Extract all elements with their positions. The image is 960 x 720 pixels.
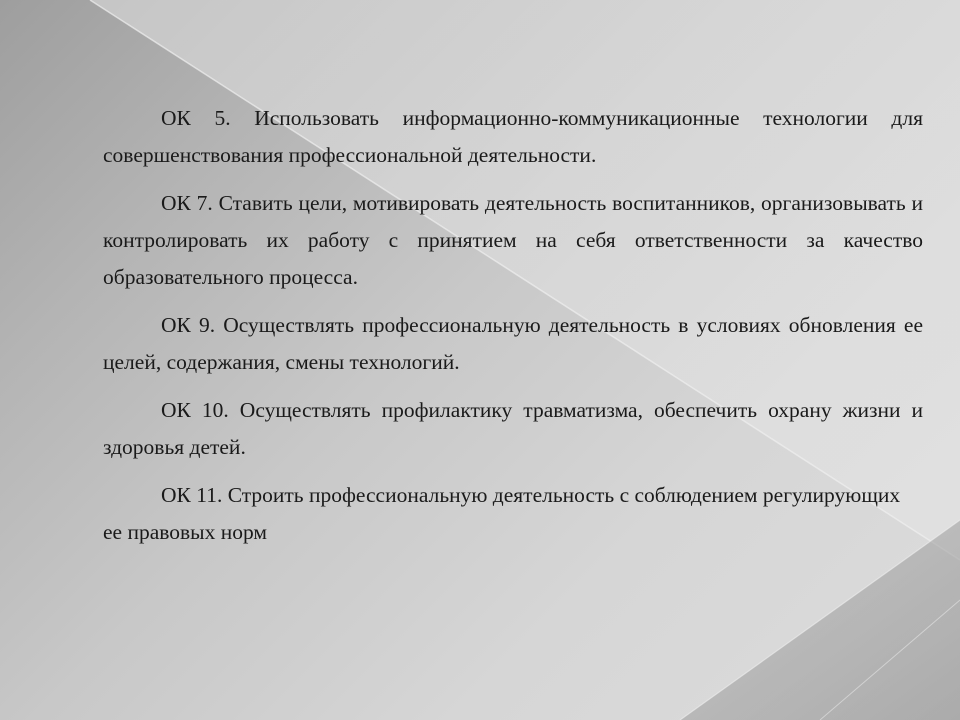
paragraph-ok9: ОК 9. Осуществлять профессиональную деятельность в условиях обновления ее целей, содержания, смены технологий. — [103, 313, 923, 374]
paragraph-ok11: ОК 11. Строить профессиональную деятельность с соблюдением регулирующих ее правовых норм — [103, 483, 901, 544]
paragraph-ok7: ОК 7. Ставить цели, мотивировать деятельность воспитанников, организовывать и контролировать их работу с принятием на себя ответственности за качество образовательного процесса. — [103, 191, 923, 289]
paragraph-ok10: ОК 10. Осуществлять профилактику травматизма, обеспечить охрану жизни и здоровья детей. — [103, 398, 923, 459]
paragraph-ok5: ОК 5. Использовать информационно-коммуникационные технологии для совершенствования профессиональной деятельности. — [103, 106, 923, 167]
slide-text-body — [103, 100, 923, 562]
